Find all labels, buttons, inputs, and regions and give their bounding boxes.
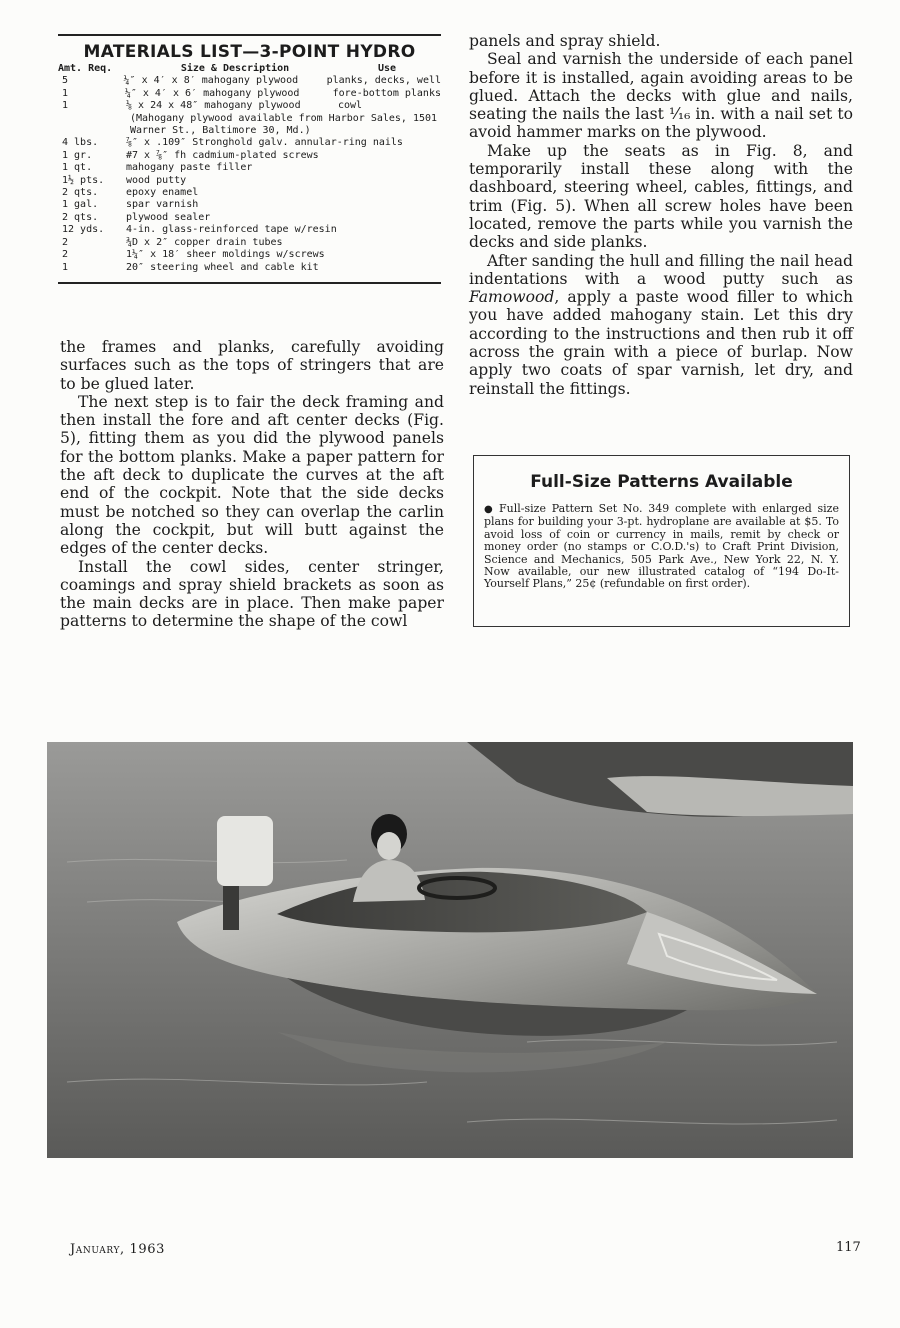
row-amount: 1½ pts.	[62, 174, 105, 186]
row-description: 20″ steering wheel and cable kit	[126, 261, 319, 273]
row-use	[334, 137, 441, 149]
row-amount: 1 qt.	[62, 162, 93, 174]
box-heading: Full-Size Patterns Available	[530, 472, 793, 492]
left-paragraph-2: The next step is to fair the deck framing and then install the fore and aft center decks (Fig. 5), fitting them as you did the plywood panels for the bottom planks. Make a paper pattern for the aft deck to duplicate the curves at the aft end of the cockpit. Note that the side decks must be notched so they can overlap the carlin along the cockpit, but will butt against the edges of the center decks.	[60, 392, 444, 558]
materials-row	[58, 150, 441, 162]
row-use: fore-bottom planks	[332, 87, 441, 99]
row-use	[334, 175, 441, 187]
row-description: #7 x ⅞″ fh cadmium-plated screws	[126, 149, 319, 161]
row-amount: 1 gr.	[62, 149, 93, 161]
header-amount: Amt. Req.	[58, 63, 113, 74]
row-use	[334, 150, 441, 162]
row-amount: 2	[62, 236, 69, 248]
row-use	[334, 212, 441, 224]
hydroplane-photo	[47, 742, 853, 1158]
row-use: planks, decks, well	[326, 75, 441, 87]
page-number: 117	[836, 1240, 861, 1255]
materials-row	[58, 88, 441, 100]
patterns-available-box	[473, 455, 850, 627]
row-description: plywood sealer	[126, 211, 211, 223]
row-description: ¼″ x 4′ x 6′ mahogany plywood	[124, 87, 300, 99]
materials-row	[58, 237, 441, 249]
row-amount: 1 gal.	[62, 199, 99, 211]
row-amount: 1	[62, 261, 69, 273]
box-text: Full-size Pattern Set No. 349 complete with enlarged size plans for building your 3-pt. hydroplane are available at $5. To avoid loss of coin or currency in mails, remit by check or money order (no stamps or C.O.D.'s) to Craft Print Division, Science and Mechanics, 505 Park Ave., New York 22, N. Y. Now available, our new illustrated catalog of “194 Do-It-Yourself Plans,” 25¢ (refundable on first order).	[484, 502, 839, 591]
row-amount: 2	[62, 249, 69, 261]
materials-row	[58, 249, 441, 261]
row-use: cowl	[338, 100, 363, 112]
row-use	[334, 199, 441, 211]
left-paragraph-1: the frames and planks, carefully avoiding surfaces such as the tops of stringers that are to be glued later.	[60, 338, 444, 393]
row-use	[334, 224, 441, 236]
materials-row	[58, 75, 441, 87]
right-paragraph-3: Make up the seats as in Fig. 8, and temporarily install these along with the dashboard, steering wheel, cables, fittings, and trim (Fig. 5). When all screw holes have been located, remove the parts while you varnish the decks and side planks.	[469, 141, 853, 252]
row-amount: 1	[62, 87, 69, 99]
materials-title: MATERIALS LIST—3-POINT HYDRO	[83, 42, 416, 62]
row-description: wood putty	[126, 174, 187, 186]
row-description: spar varnish	[126, 199, 199, 211]
row-use	[334, 262, 441, 274]
materials-row	[58, 175, 441, 187]
row-description: mahogany paste filler	[126, 162, 253, 174]
row-description: 4-in. glass-reinforced tape w/resin	[126, 224, 337, 236]
row-amount: 2 qts.	[62, 187, 99, 199]
header-use: Use	[378, 63, 397, 74]
right-paragraph-4	[469, 252, 853, 398]
materials-row	[58, 224, 441, 236]
materials-rows-supplies	[58, 137, 441, 273]
materials-row	[58, 262, 441, 274]
box-text-wrap	[484, 503, 839, 591]
row-use	[334, 162, 441, 174]
bullet-icon: ●	[484, 504, 496, 515]
materials-row	[58, 137, 441, 149]
materials-row	[58, 199, 441, 211]
materials-rows-plywood	[58, 75, 441, 112]
right-paragraph-1: panels and spray shield.	[469, 32, 661, 50]
materials-list	[58, 34, 441, 284]
materials-row	[58, 162, 441, 174]
right-paragraph-4-end: , apply a paste wood filler to which you have added mahogany stain. Let this dry according to the instructions and then rub it off across the grain with a piece of burlap. Now apply two coats of spar varnish, let dry, and reinstall the fittings.	[469, 288, 853, 398]
left-text-column	[60, 338, 444, 631]
right-paragraph-4-start: After sanding the hull and filling the nail head indentations with a wood putty such as	[469, 251, 853, 288]
footer-date: January, 1963	[70, 1242, 165, 1257]
materials-note: (Mahogany plywood available from Harbor Sales, 1501 Warner St., Baltimore 30, Md.)	[130, 112, 438, 137]
row-amount: 1	[62, 100, 69, 112]
right-text-column	[469, 32, 853, 398]
row-use	[334, 249, 441, 261]
materials-row	[58, 100, 441, 112]
materials-header-row	[58, 63, 441, 75]
row-use	[334, 237, 441, 249]
row-description: epoxy enamel	[126, 187, 199, 199]
famowood-italic: Famowood	[469, 288, 555, 307]
row-amount: 12 yds.	[62, 224, 105, 236]
left-paragraph-3: Install the cowl sides, center stringer, coamings and spray shield brackets as soon as the main decks are in place. Then make paper patterns to determine the shape of the cowl	[60, 557, 444, 631]
row-amount: 5	[62, 75, 69, 87]
row-description: ¼″ x 4′ x 8′ mahogany plywood	[123, 75, 299, 87]
row-description: 1¼″ x 18′ sheer moldings w/screws	[126, 249, 325, 261]
header-size: Size & Description	[180, 63, 290, 74]
row-description: ¾D x 2″ copper drain tubes	[126, 236, 283, 248]
row-use	[334, 187, 441, 199]
materials-row	[58, 187, 441, 199]
top-rule	[58, 34, 441, 36]
row-amount: 2 qts.	[62, 211, 99, 223]
row-amount: 4 lbs.	[62, 137, 99, 149]
materials-row	[58, 212, 441, 224]
bottom-rule	[58, 282, 441, 284]
row-description: ⅞″ x .109″ Stronghold galv. annular-ring nails	[126, 137, 403, 149]
row-description: ⅛ x 24 x 48″ mahogany plywood	[126, 100, 301, 112]
right-paragraph-2: Seal and varnish the underside of each panel before it is installed, again avoiding areas to be glued. Attach the decks with glue and nails, seating the nails the last ¹⁄₁₆ in. with a nail set to avoid hammer marks on the plywood.	[469, 50, 853, 142]
